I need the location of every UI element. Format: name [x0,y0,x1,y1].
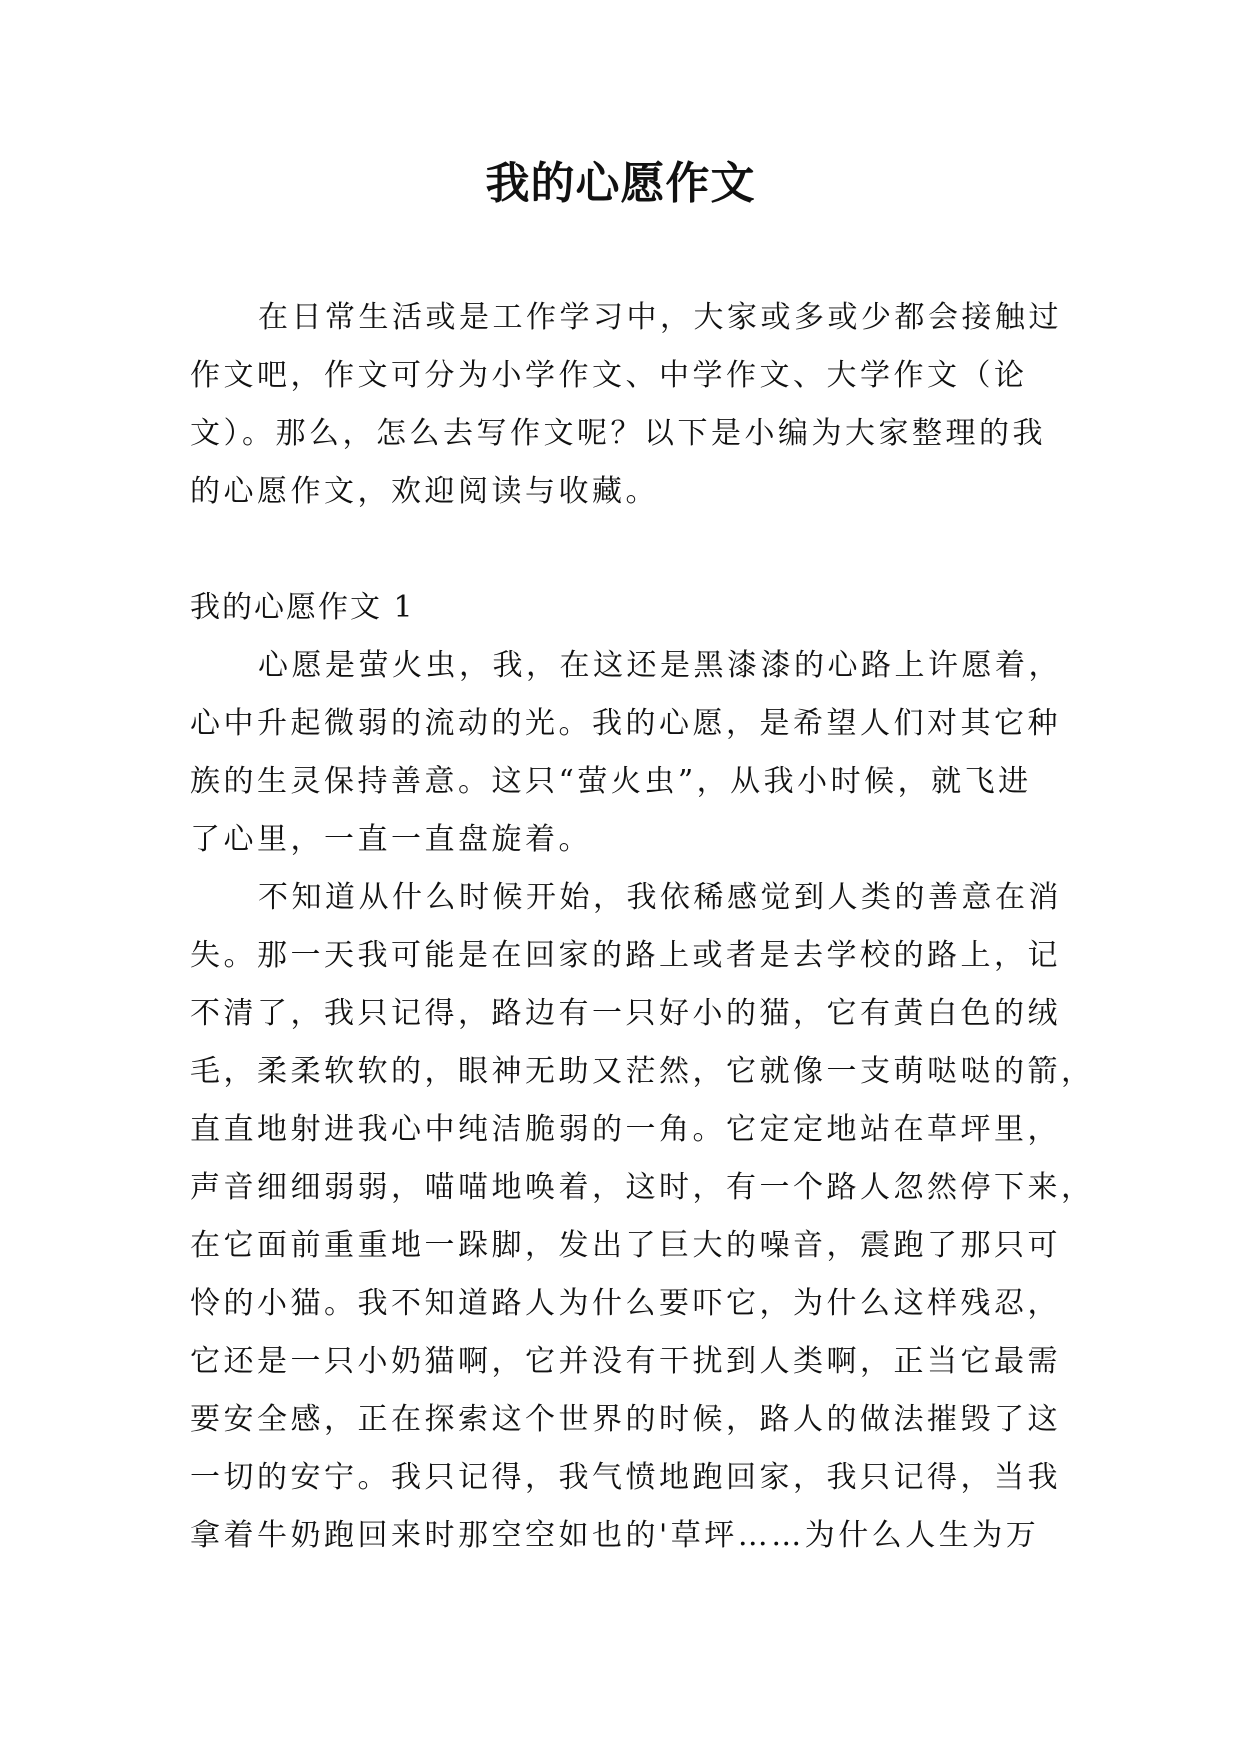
paragraph-line: 毛，柔柔软软的，眼神无助又茫然，它就像一支萌哒哒的箭， [190,1054,1095,1089]
paragraph-line: 不清了，我只记得，路边有一只好小的猫，它有黄白色的绒 [190,996,1061,1031]
paragraph-line: 怜的小猫。我不知道路人为什么要吓它，为什么这样残忍， [190,1286,1061,1321]
paragraph-line: 要安全感，正在探索这个世界的时候，路人的做法摧毁了这 [190,1402,1061,1437]
paragraph-line: 它还是一只小奶猫啊，它并没有干扰到人类啊，正当它最需 [190,1344,1061,1379]
paragraph-line: 了心里，一直一直盘旋着。 [190,822,592,857]
paragraph-line: 失。那一天我可能是在回家的路上或者是去学校的路上，记 [190,938,1061,973]
intro-line: 作文吧，作文可分为小学作文、中学作文、大学作文（论 [190,358,1028,393]
intro-line: 在日常生活或是工作学习中，大家或多或少都会接触过 [258,300,1062,335]
intro-line: 的心愿作文，欢迎阅读与收藏。 [190,474,659,509]
paragraph-line: 一切的安宁。我只记得，我气愤地跑回家，我只记得，当我 [190,1460,1061,1495]
document-title: 我的心愿作文 [485,158,756,209]
paragraph-line: 声音细细弱弱，喵喵地唤着，这时，有一个路人忽然停下来， [190,1170,1095,1205]
paragraph-line: 心中升起微弱的流动的光。我的心愿，是希望人们对其它种 [190,706,1061,741]
paragraph-line: 心愿是萤火虫，我，在这还是黑漆漆的心路上许愿着， [258,648,1062,683]
paragraph-line: 不知道从什么时候开始，我依稀感觉到人类的善意在消 [258,880,1062,915]
section-heading: 我的心愿作文 1 [190,590,415,625]
intro-line: 文）。那么，怎么去写作文呢？以下是小编为大家整理的我 [190,416,1046,451]
paragraph-line: 族的生灵保持善意。这只“萤火虫”，从我小时候，就飞进 [190,764,1032,799]
paragraph-line: 直直地射进我心中纯洁脆弱的一角。它定定地站在草坪里， [190,1112,1061,1147]
paragraph-line: 拿着牛奶跑回来时那空空如也的'草坪……为什么人生为万 [190,1518,1040,1553]
paragraph-line: 在它面前重重地一跺脚，发出了巨大的噪音，震跑了那只可 [190,1228,1061,1263]
